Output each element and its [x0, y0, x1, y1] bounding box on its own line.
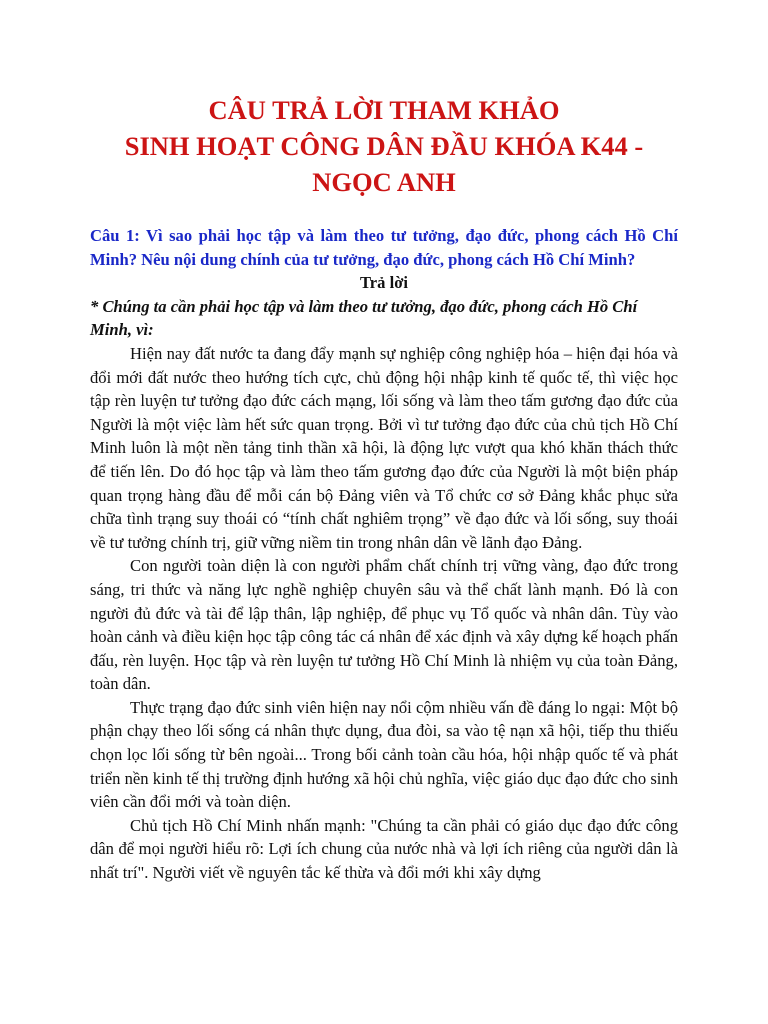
- document-title: [90, 92, 678, 200]
- document-page: [90, 92, 678, 885]
- paragraph-4: Chủ tịch Hồ Chí Minh nhấn mạnh: "Chúng ta cần phải có giáo dục đạo đức công dân để mọi người hiểu rõ: Lợi ích chung của nước nhà và lợi ích riêng của người dân là nhất trí". Người viết về nguyên tắc kế thừa và đổi mới khi xây dựng: [90, 815, 678, 883]
- paragraph-3: Thực trạng đạo đức sinh viên hiện nay nổi cộm nhiều vấn đề đáng lo ngại: Một bộ phận chạy theo lối sống cá nhân thực dụng, đua đòi, sa vào tệ nạn xã hội, tiếp thu thiếu chọn lọc lối sống từ bên ngoài... Trong bối cảnh toàn cầu hóa, hội nhập quốc tế và phát triển nền kinh tế thị trường định hướng xã hội chủ nghĩa, việc giáo dục đạo đức cho sinh viên cần đổi mới và toàn diện.: [90, 697, 678, 812]
- answer-label: Trả lời: [359, 273, 409, 293]
- paragraph-1: Hiện nay đất nước ta đang đẩy mạnh sự nghiệp công nghiệp hóa – hiện đại hóa và đổi mới đất nước theo hướng tích cực, chủ động hội nhập kinh tế quốc tế, thì việc học tập rèn luyện tư tưởng đạo đức cách mạng, lối sống và làm theo tấm gương đạo đức của Người là một việc làm hết sức quan trọng. Bởi vì tư tưởng đạo đức của chủ tịch Hồ Chí Minh luôn là một nền tảng tinh thần xã hội, là động lực vượt qua khó khăn thách thức để tiến lên. Do đó học tập và làm theo tấm gương đạo đức của Người là một biện pháp quan trọng hàng đầu để mỗi cán bộ Đảng viên và Tổ chức cơ sở Đảng khắc phục sửa chữa tình trạng suy thoái có “tính chất nghiêm trọng” về đạo đức và lối sống, suy thoái về tư tưởng chính trị, giữ vững niềm tin trong nhân dân về lãnh đạo Đảng.: [90, 343, 678, 552]
- title-line-3: NGỌC ANH: [312, 167, 456, 197]
- question-1: Câu 1: Vì sao phải học tập và làm theo tư tưởng, đạo đức, phong cách Hồ Chí Minh? Nêu nội dung chính của tư tưởng, đạo đức, phong cách Hồ Chí Minh?: [90, 226, 678, 269]
- title-line-1: CÂU TRẢ LỜI THAM KHẢO: [208, 95, 560, 125]
- paragraph-2: Con người toàn diện là con người phẩm chất chính trị vững vàng, đạo đức trong sáng, tri thức và năng lực nghề nghiệp chuyên sâu và thể chất lành mạnh. Đó là con người đủ đức và tài để lập thân, lập nghiệp, để phục vụ Tổ quốc và nhân dân. Tùy vào hoàn cảnh và điều kiện học tập công tác cá nhân để xác định và xây dựng kế hoạch phấn đấu, rèn luyện. Học tập và rèn luyện tư tưởng Hồ Chí Minh là nhiệm vụ của toàn Đảng, toàn dân.: [90, 556, 678, 694]
- title-line-2: SINH HOẠT CÔNG DÂN ĐẦU KHÓA K44 -: [124, 131, 644, 161]
- answer-lead: * Chúng ta cần phải học tập và làm theo tư tưởng, đạo đức, phong cách Hồ Chí Minh, vì:: [90, 296, 638, 340]
